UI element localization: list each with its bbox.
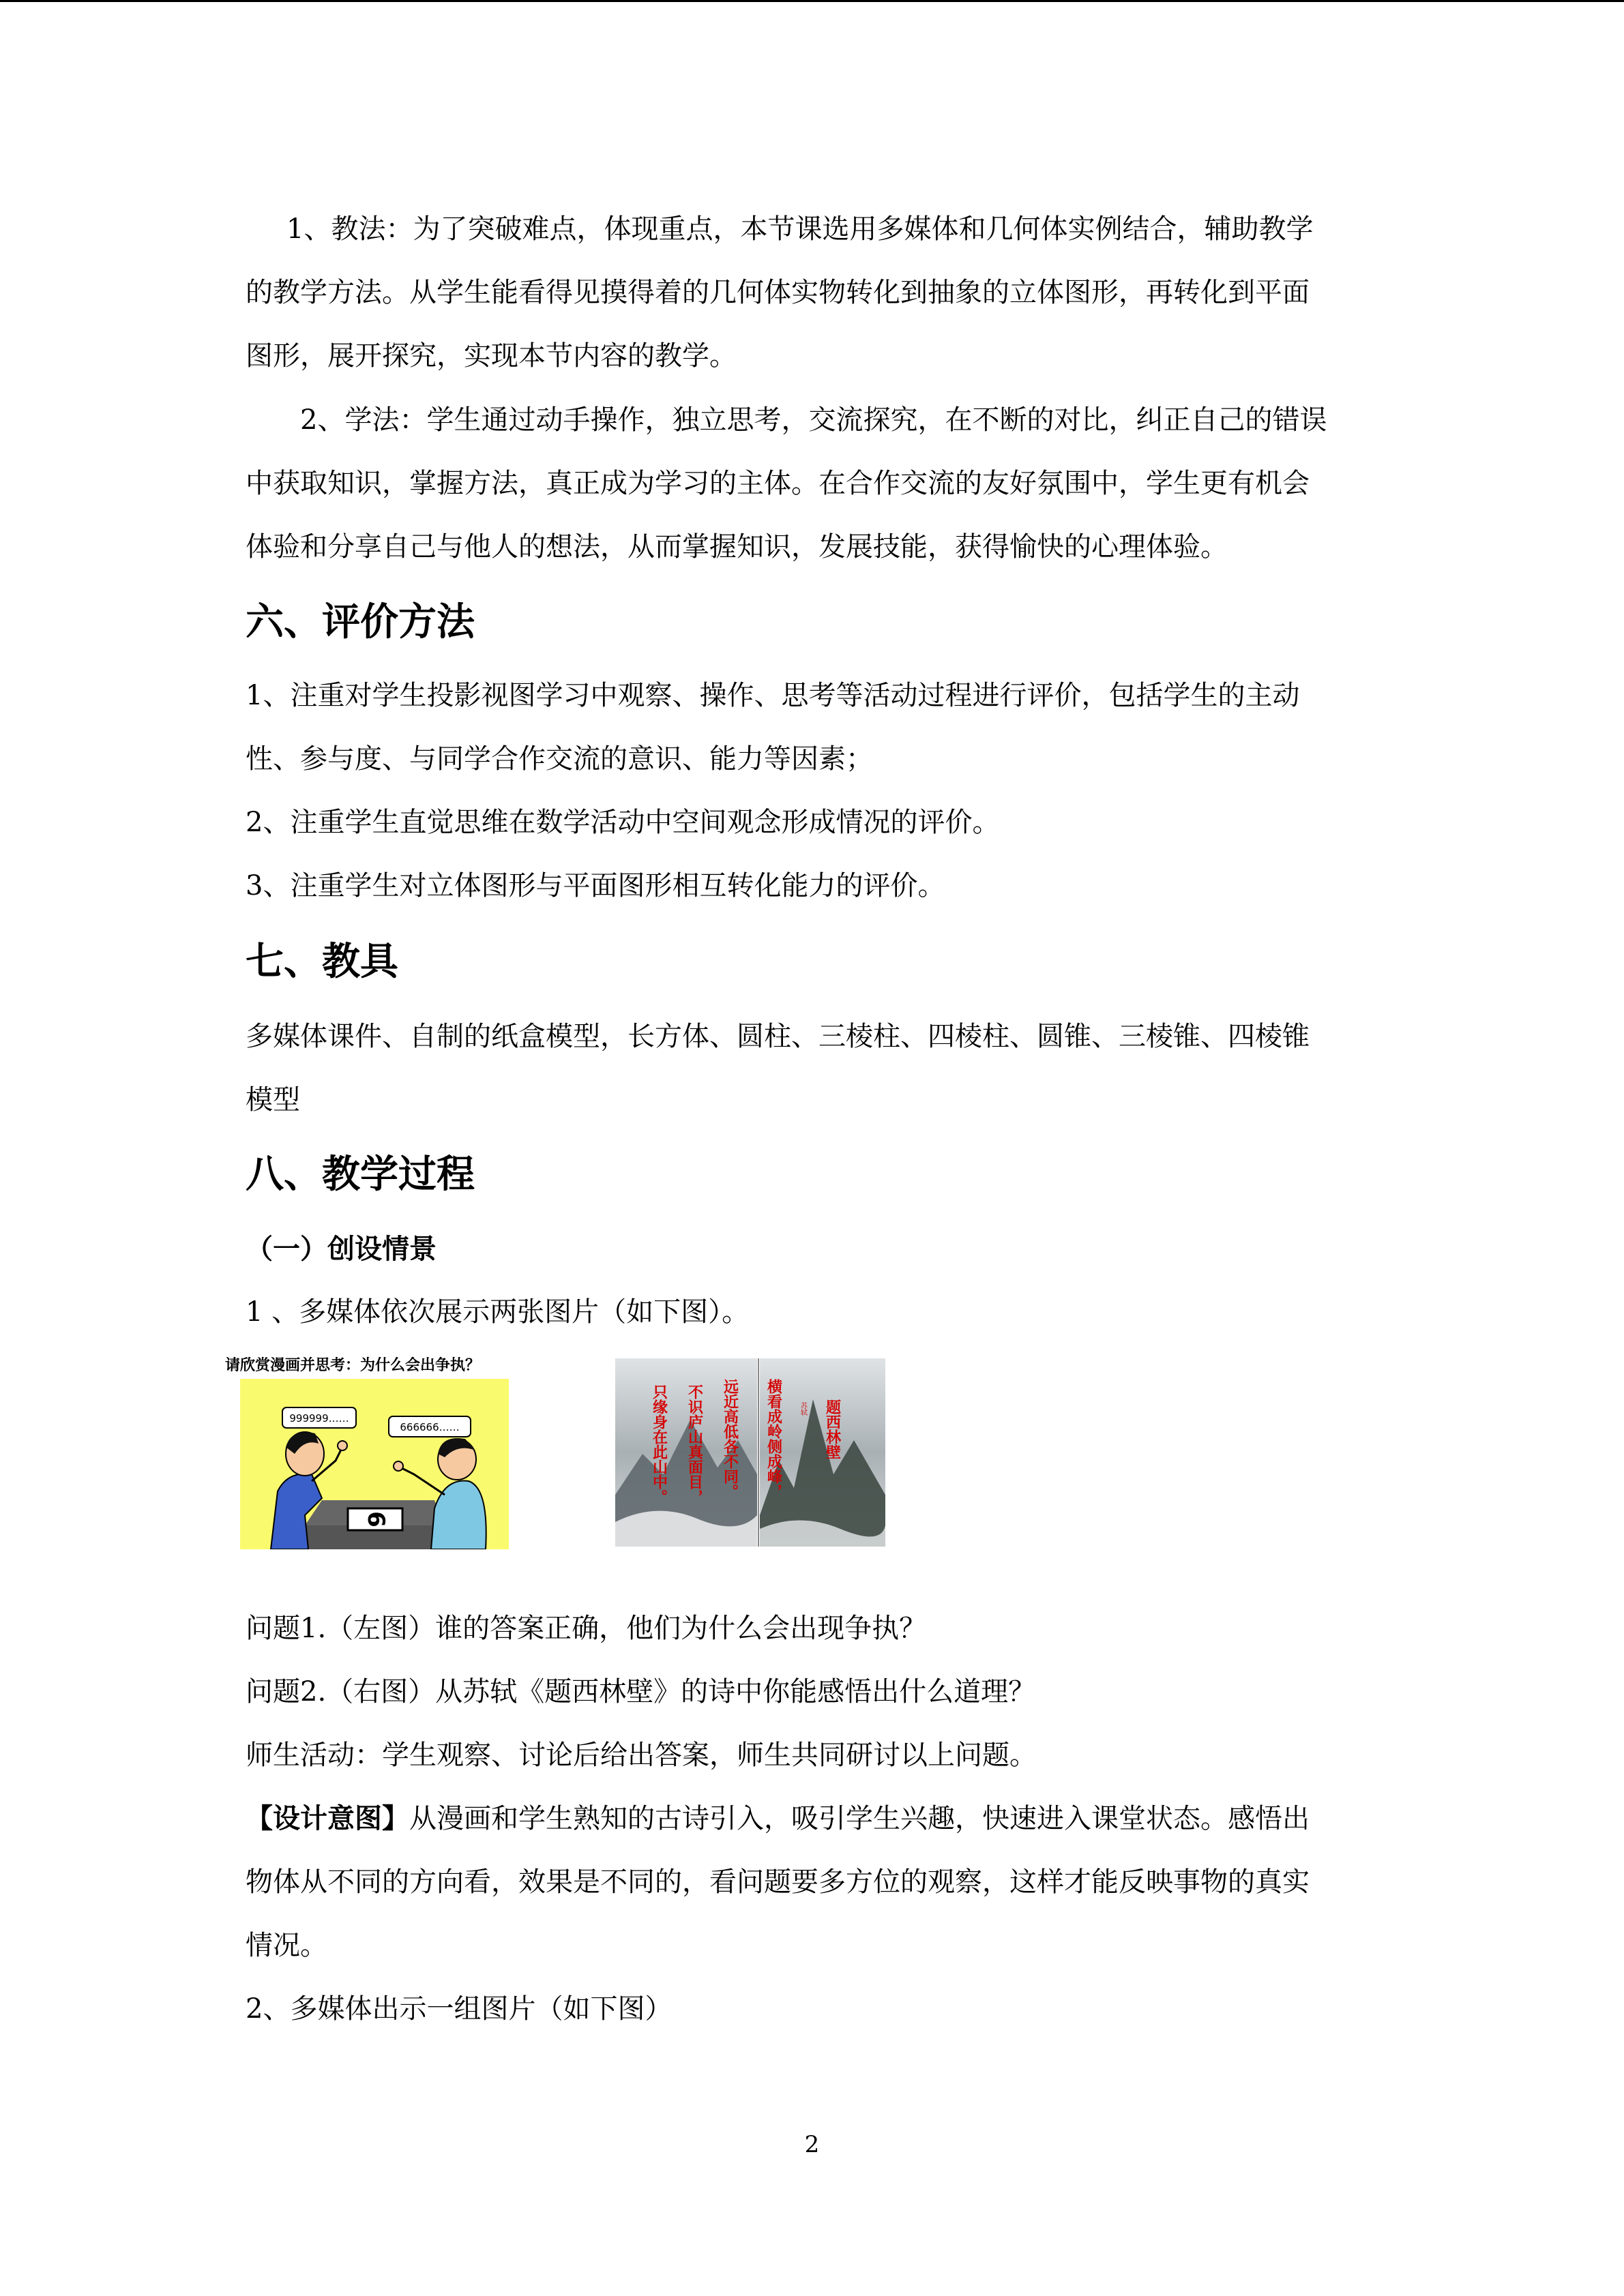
cartoon-caption: 请欣赏漫画并思考：为什么会出争执？ [225, 1356, 481, 1374]
paragraph-learning-method [246, 389, 1378, 579]
question-2: 问题2.（右图）从苏轼《题西林壁》的诗中你能感悟出什么道理？ [246, 1676, 1036, 1708]
heading-teaching-tools: 七、教具 [246, 940, 398, 984]
poem-line-1: 横看成岭侧成峰， [765, 1379, 782, 1499]
design-intent-label: 【设计意图】 [246, 1803, 409, 1834]
cartoon-image [240, 1379, 509, 1549]
text-line: 2、学法：学生通过动手操作，独立思考，交流探究，在不断的对比，纠正自己的错误 [300, 404, 1327, 436]
heading-evaluation: 六、评价方法 [246, 600, 475, 644]
item-1: 1 、多媒体依次展示两张图片（如下图）。 [246, 1296, 750, 1328]
text-line: 2、注重学生直觉思维在数学活动中空间观念形成情况的评价。 [246, 807, 1000, 838]
activity-line: 师生活动：学生观察、讨论后给出答案，师生共同研讨以上问题。 [246, 1740, 1037, 1771]
left-person-hand [338, 1441, 347, 1450]
text-line: 的教学方法。从学生能看得见摸得着的几何体实物转化到抽象的立体图形，再转化到平面 [246, 277, 1310, 308]
text-line: 图形，展开探究，实现本节内容的教学。 [246, 340, 737, 372]
poem-line-2: 远近高低各不同。 [721, 1379, 739, 1499]
text-line: 模型 [246, 1084, 300, 1116]
paragraph-teaching-method [246, 198, 1378, 388]
heading-teaching-process: 八、教学过程 [246, 1152, 475, 1197]
right-person-hand [394, 1461, 403, 1471]
right-bubble-text: 666666…… [400, 1421, 460, 1433]
tools-paragraph [246, 1005, 1378, 1132]
text-line: 多媒体课件、自制的纸盒模型，长方体、圆柱、三棱柱、四棱柱、圆锥、三棱锥、四棱锥 [246, 1021, 1310, 1052]
text-line: 体验和分享自己与他人的想法，从而掌握知识，发展技能，获得愉快的心理体验。 [246, 531, 1228, 563]
poem-image [615, 1358, 885, 1547]
text-line: 3、注重学生对立体图形与平面图形相互转化能力的评价。 [246, 870, 945, 901]
design-intent-text: 从漫画和学生熟知的古诗引入，吸引学生兴趣，快速进入课堂状态。感悟出 [409, 1803, 1310, 1834]
poem-author: 苏轼 [799, 1402, 807, 1416]
subheading-situation: （一）创设情景 [246, 1234, 437, 1265]
design-intent-line [246, 1787, 1378, 1851]
poem-title: 题西林壁 [823, 1399, 841, 1459]
text-line: 性、参与度、与同学合作交流的意识、能力等因素； [246, 743, 873, 775]
text-line: 情况。 [246, 1930, 327, 1961]
poem-line-4: 只缘身在此山中。 [650, 1384, 668, 1504]
evaluation-list [246, 664, 1378, 918]
questions [246, 1597, 1378, 2041]
item-2: 2、多媒体出示一组图片（如下图） [246, 1993, 673, 2025]
text-line: 1、注重对学生投影视图学习中观察、操作、思考等活动过程进行评价，包括学生的主动 [246, 680, 1300, 711]
left-bubble-text: 999999…… [289, 1412, 349, 1425]
text-line: 物体从不同的方向看，效果是不同的，看问题要多方位的观察，这样才能反映事物的真实 [246, 1866, 1310, 1898]
top-border [0, 0, 1624, 2]
question-1: 问题1.（左图）谁的答案正确，他们为什么会出现争执？ [246, 1613, 927, 1644]
cartoon-card-number: 6 [362, 1511, 389, 1527]
page-number: 2 [804, 2131, 820, 2158]
poem-line-3: 不识庐山真面目， [685, 1384, 703, 1504]
text-line: 中获取知识，掌握方法，真正成为学习的主体。在合作交流的友好氛围中，学生更有机会 [246, 468, 1310, 499]
text-line: 1、教法：为了突破难点，体现重点，本节课选用多媒体和几何体实例结合，辅助教学 [286, 213, 1314, 245]
